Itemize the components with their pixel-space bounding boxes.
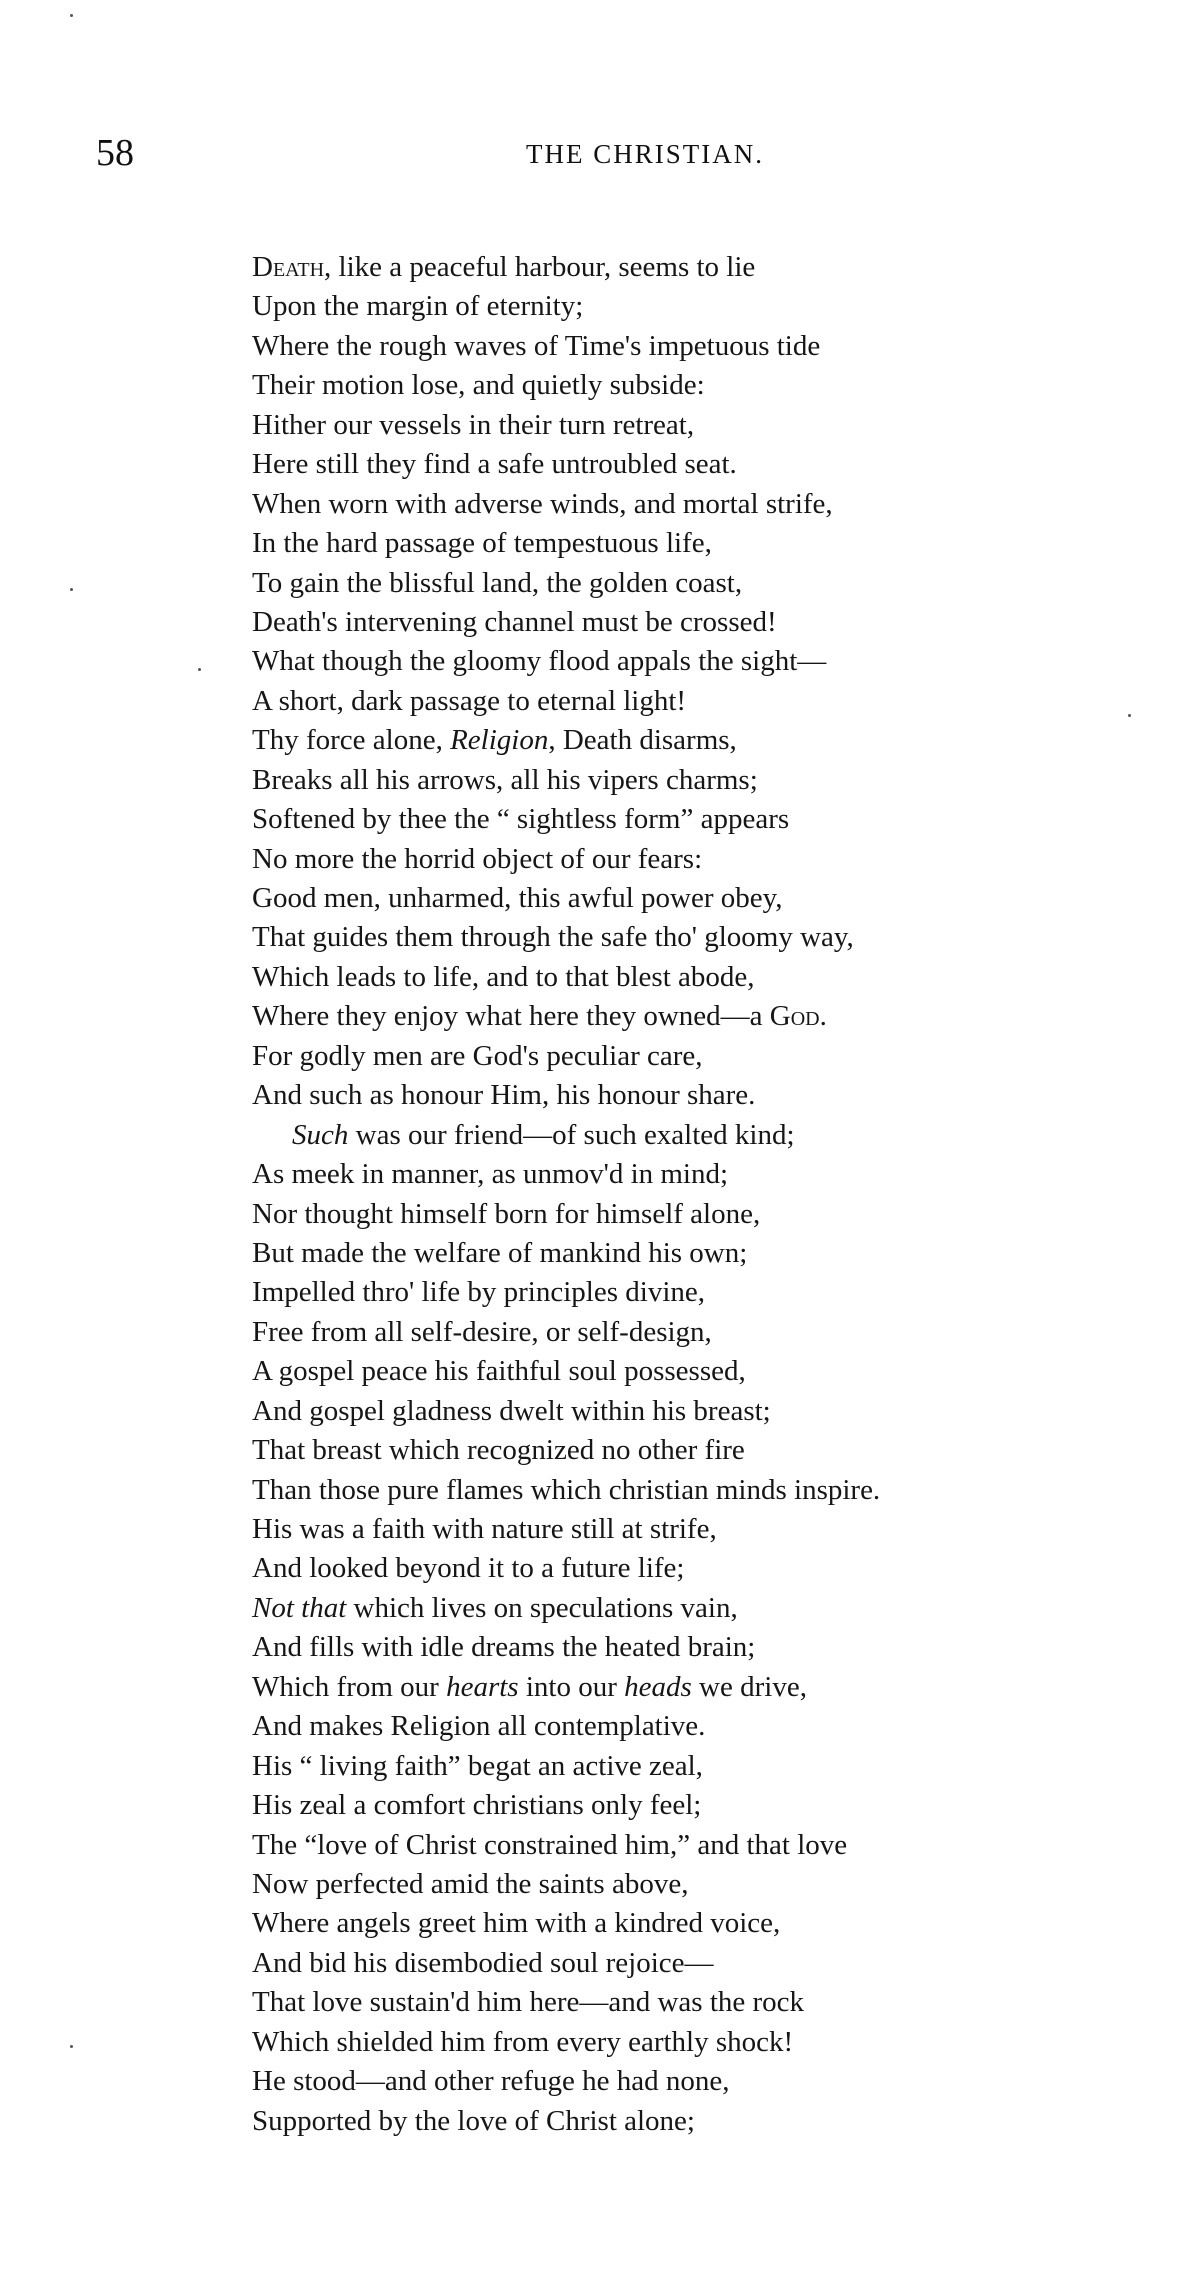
poem-line-segment: we drive, — [691, 1670, 807, 1703]
poem-line-segment: And gospel gladness dwelt within his breast; — [252, 1394, 771, 1427]
poem-line-segment: But made the welfare of mankind his own; — [252, 1236, 748, 1269]
poem-line-segment: Softened by thee the “ sightless form” appears — [252, 803, 790, 836]
poem-line-segment: That breast which recognized no other fire — [252, 1434, 745, 1467]
poem-line — [252, 1549, 1052, 1588]
poem-line-segment: Death — [252, 251, 325, 283]
poem-line-segment: Supported by the love of Christ alone; — [252, 2104, 695, 2137]
poem-line — [252, 1786, 1052, 1825]
poem-line-segment: That love sustain'd him here—and was the rock — [252, 1986, 805, 2019]
poem-line — [252, 2062, 1052, 2101]
poem-line-segment: A short, dark passage to eternal light! — [252, 684, 687, 717]
poem-line-segment: Where the rough waves of Time's impetuous tide — [252, 329, 821, 362]
poem-line — [252, 1747, 1052, 1786]
poem-line-segment: Nor thought himself born for himself alone, — [252, 1197, 761, 1230]
poem-line-segment: That guides them through the safe tho' gloomy way, — [252, 921, 854, 954]
poem-line-segment: No more the horrid object of our fears: — [252, 842, 703, 875]
poem-line-segment: Their motion lose, and quietly subside: — [252, 369, 705, 402]
poem-line-segment: Not that — [252, 1591, 347, 1624]
page-number: 58 — [96, 132, 134, 174]
poem-line — [252, 1707, 1052, 1746]
poem-line — [252, 1904, 1052, 1943]
poem-line-segment: Thy force alone, — [252, 724, 451, 757]
scan-speck — [70, 588, 73, 591]
running-title: THE CHRISTIAN. — [526, 139, 764, 169]
poem-line — [252, 1234, 1052, 1273]
poem-line-segment: Good men, unharmed, this awful power obey, — [252, 882, 783, 914]
poem-line — [252, 1983, 1052, 2022]
poem-line-segment: heads — [624, 1670, 692, 1703]
poem-line — [252, 1510, 1052, 1549]
poem-line-segment: In the hard passage of tempestuous life, — [252, 527, 712, 560]
poem-line — [252, 603, 1052, 642]
poem-line-segment: Such — [292, 1118, 349, 1151]
poem-line-segment: And fills with idle dreams the heated brain; — [252, 1631, 756, 1664]
scan-speck — [1128, 714, 1131, 717]
poem-line-segment: Than those pure flames which christian minds inspire. — [252, 1473, 881, 1506]
poem-line — [252, 682, 1052, 721]
poem-line-segment: As meek in manner, as unmov'd in mind; — [252, 1158, 729, 1191]
poem-line — [252, 879, 1052, 918]
poem-line — [252, 1116, 1052, 1155]
poem-line-segment: Religion — [450, 724, 549, 757]
poem-line — [252, 287, 1052, 326]
poem-line — [252, 406, 1052, 445]
poem-line-segment: Now perfected amid the saints above, — [252, 1867, 689, 1900]
poem-line-segment: . — [819, 1000, 827, 1033]
poem-line — [252, 1826, 1052, 1865]
poem-line-segment: Death's intervening channel must be crossed! — [252, 605, 777, 638]
poem-line-segment: Impelled thro' life by principles divine, — [252, 1276, 705, 1309]
poem-line — [252, 327, 1052, 366]
poem-line — [252, 1431, 1052, 1470]
poem-line — [252, 642, 1052, 681]
poem-line-segment: which lives on speculations vain, — [346, 1591, 738, 1624]
poem-line-segment: Which shielded him from every earthly shock! — [252, 2025, 794, 2058]
poem-line — [252, 1668, 1052, 1707]
poem-line-segment: And bid his disembodied soul rejoice— — [252, 1946, 714, 1979]
poem-line — [252, 2023, 1052, 2062]
poem-line — [252, 1944, 1052, 1983]
poem-line — [252, 1628, 1052, 1667]
poem-line — [252, 445, 1052, 484]
poem-line — [252, 1155, 1052, 1194]
running-head — [96, 128, 1036, 178]
poem-line — [252, 800, 1052, 839]
poem-line-segment: Which from our — [252, 1670, 447, 1703]
poem-line-segment: was our friend—of such exalted kind; — [348, 1118, 795, 1151]
poem-line-segment: Breaks all his arrows, all his vipers charms; — [252, 763, 758, 796]
poem-line — [252, 840, 1052, 879]
poem-line-segment: hearts — [446, 1670, 519, 1703]
poem-line — [252, 524, 1052, 563]
poem-line-segment: Free from all self-desire, or self-design, — [252, 1315, 712, 1348]
poem-line — [252, 248, 1052, 287]
poem-line-segment: God — [769, 1000, 820, 1033]
scan-speck — [198, 668, 201, 671]
poem-line — [252, 1392, 1052, 1431]
poem-line-segment: And makes Religion all contemplative. — [252, 1710, 706, 1743]
poem-line — [252, 1865, 1052, 1904]
poem-line — [252, 2102, 1052, 2141]
poem-line-segment: His “ living faith” begat an active zeal, — [252, 1749, 703, 1782]
poem-line — [252, 564, 1052, 603]
poem-line — [252, 366, 1052, 405]
poem-line — [252, 1313, 1052, 1352]
poem-line-segment: , like a peaceful harbour, seems to lie — [324, 251, 756, 283]
poem-body — [252, 248, 1052, 2141]
poem-line-segment: He stood—and other refuge he had none, — [252, 2065, 730, 2098]
poem-line-segment: For godly men are God's peculiar care, — [252, 1039, 703, 1072]
poem-line-segment: His was a faith with nature still at strife, — [252, 1513, 717, 1545]
poem-line — [252, 1352, 1052, 1391]
poem-line-segment: What though the gloomy flood appals the sight— — [252, 645, 827, 678]
poem-line — [252, 1076, 1052, 1115]
poem-line-segment: The “love of Christ constrained him,” and that love — [252, 1828, 848, 1861]
poem-line-segment: Hither our vessels in their turn retreat, — [252, 408, 695, 441]
poem-line-segment: Where they enjoy what here they owned—a — [252, 1000, 770, 1033]
poem-line-segment: Here still they find a safe untroubled seat. — [252, 448, 737, 481]
poem-line — [252, 721, 1052, 760]
poem-line-segment: His zeal a comfort christians only feel; — [252, 1789, 702, 1822]
poem-line — [252, 1273, 1052, 1312]
poem-line — [252, 997, 1052, 1036]
scan-speck — [70, 14, 73, 17]
poem-line — [252, 918, 1052, 957]
poem-line — [252, 958, 1052, 997]
poem-line-segment: , Death disarms, — [548, 724, 737, 757]
poem-line-segment: Upon the margin of eternity; — [252, 290, 584, 323]
poem-line-segment: into our — [518, 1670, 625, 1703]
poem-line — [252, 1195, 1052, 1234]
poem-line — [252, 1471, 1052, 1510]
poem-line-segment: Which leads to life, and to that blest abode, — [252, 960, 755, 993]
poem-line-segment: A gospel peace his faithful soul possessed, — [252, 1355, 746, 1388]
poem-line — [252, 1037, 1052, 1076]
poem-line-segment: Where angels greet him with a kindred voice, — [252, 1907, 781, 1940]
poem-line-segment: And looked beyond it to a future life; — [252, 1552, 685, 1585]
poem-line-segment: And such as honour Him, his honour share. — [252, 1079, 756, 1112]
poem-line-segment: When worn with adverse winds, and mortal strife, — [252, 487, 833, 520]
poem-line-segment: To gain the blissful land, the golden coast, — [252, 566, 743, 599]
scan-speck — [70, 2045, 73, 2048]
poem-line — [252, 485, 1052, 524]
poem-line — [252, 761, 1052, 800]
poem-line — [252, 1589, 1052, 1628]
